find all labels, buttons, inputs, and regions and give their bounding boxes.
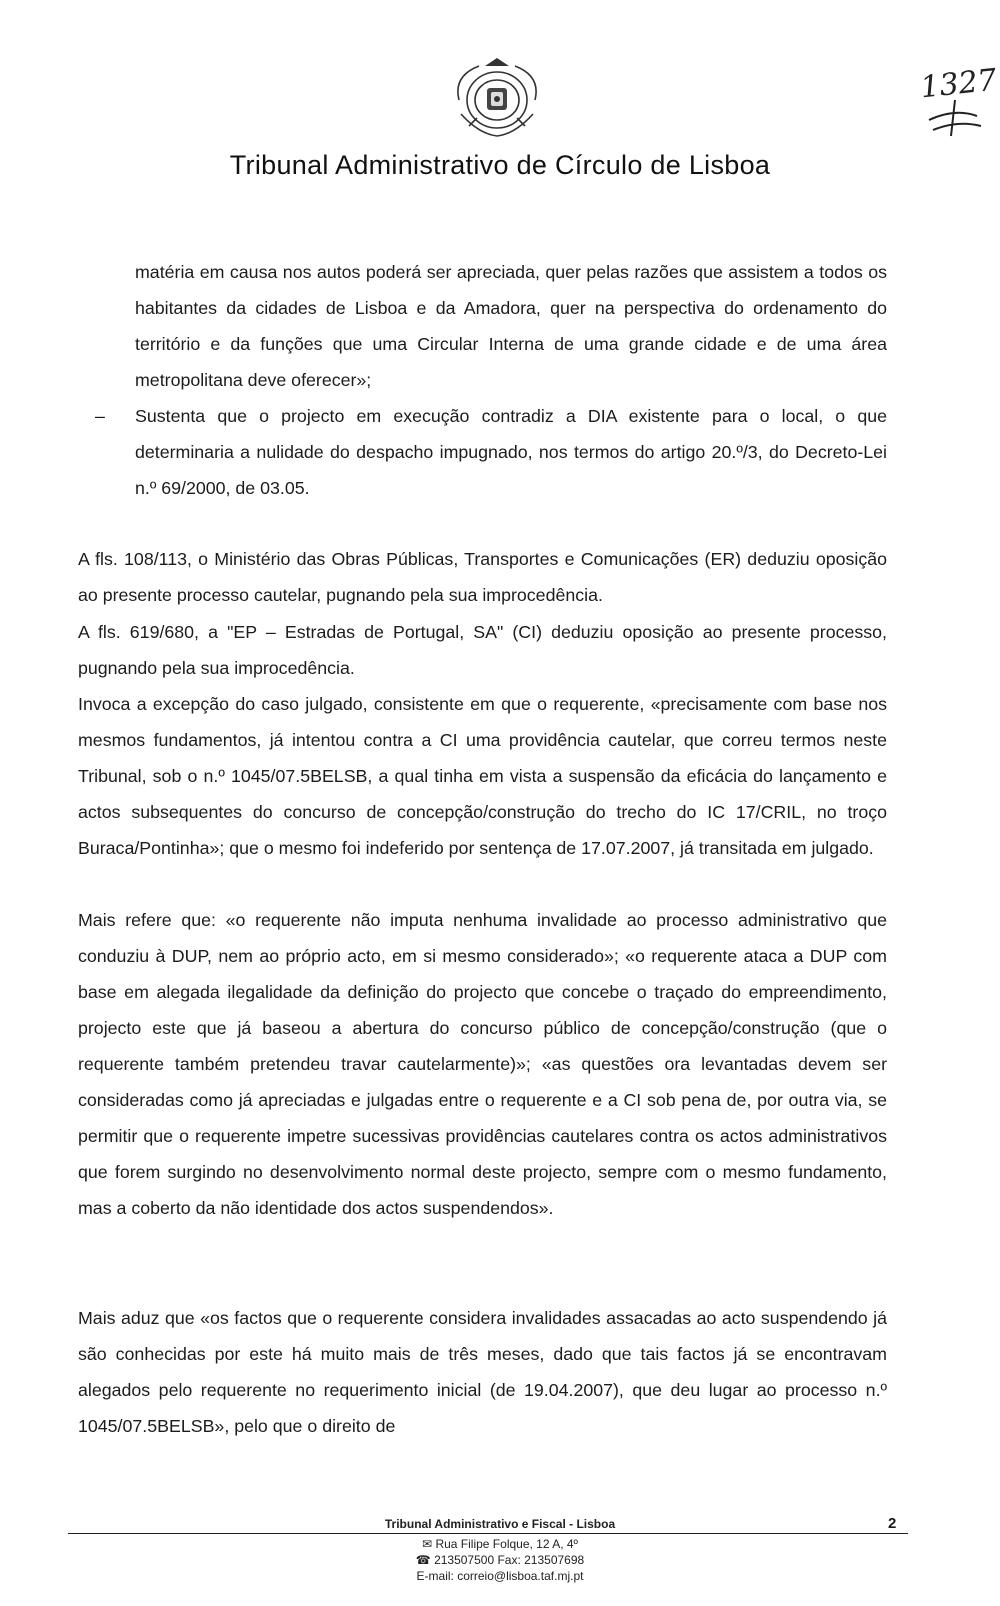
footer-divider xyxy=(68,1533,908,1534)
body-paragraph: A fls. 619/680, a "EP – Estradas de Portugal, SA" (CI) deduziu oposição ao presente processo, pugnando pela sua improcedência. xyxy=(78,622,887,678)
body-paragraph-bullet: Sustenta que o projecto em execução contradiz a DIA existente para o local, o que determinaria a nulidade do despacho impugnado, nos termos do artigo 20.º/3, do Decreto-Lei n.º 69/2000, de 03.05. xyxy=(135,406,887,498)
body-paragraph: Mais refere que: «o requerente não imputa nenhuma invalidade ao processo administrativo que conduziu à DUP, nem ao próprio acto, em si mesmo considerado»; «o requerente ataca a DUP com base em alegada ilegalidade da definição do projecto que concebe o traçado do empreendimento, projecto este que já baseou a abertura do concurso público de concepção/construção (que o requerente também pretendeu travar cautelarmente)»; «as questões ora levantadas devem ser consideradas como já apreciadas e julgadas entre o requerente e a CI sob pena de, por outra via, se permitir que o requerente impetre sucessivas providências cautelares contra os actos administrativos que forem surgindo no desenvolvimento normal deste projecto, sempre com o mesmo fundamento, mas a coberto da não identidade dos actos suspendendos». xyxy=(78,910,887,1218)
handwritten-folio-number: 1327 xyxy=(918,62,999,106)
court-header-title: Tribunal Administrativo de Círculo de Lisboa xyxy=(229,150,771,180)
footer-court-name: Tribunal Administrativo e Fiscal - Lisboa xyxy=(384,1517,616,1531)
footer-address: ✉ Rua Filipe Folque, 12 A, 4º xyxy=(422,1537,578,1551)
body-paragraph: Mais aduz que «os factos que o requerente considera invalidades assacadas ao acto suspendendo já são conhecidas por este há muito mais de três meses, dado que tais factos já se encontravam alegados pelo requerente no requerimento inicial (de 19.04.2007), que deu lugar ao processo n.º 1045/07.5BELSB», pelo que o direito de xyxy=(78,1308,887,1436)
body-paragraph-continuation: matéria em causa nos autos poderá ser apreciada, quer pelas razões que assistem a todos os habitantes da cidades de Lisboa e da Amadora, quer na perspectiva do ordenamento do território e da funções que uma Circular Interna de uma grande cidade e de uma área metropolitana deve oferecer»; xyxy=(135,262,887,390)
footer-email: E-mail: correio@lisboa.taf.mj.pt xyxy=(416,1569,584,1583)
body-paragraph: A fls. 108/113, o Ministério das Obras Públicas, Transportes e Comunicações (ER) deduziu oposição ao presente processo cautelar, pugnando pela sua improcedência. xyxy=(78,549,887,605)
handwritten-folio-annotation xyxy=(915,50,1000,140)
page-number: 2 xyxy=(888,1515,897,1532)
body-paragraph: Invoca a excepção do caso julgado, consistente em que o requerente, «precisamente com base nos mesmos fundamentos, já intentou contra a CI uma providência cautelar, que correu termos neste Tribunal, sob o n.º 1045/07.5BELSB, a qual tinha em vista a suspensão da eficácia do lançamento e actos subsequentes do concurso de concepção/construção do trecho do IC 17/CRIL, no troço Buraca/Pontinha»; que o mesmo foi indeferido por sentença de 17.07.2007, já transitada em julgado. xyxy=(78,694,887,858)
list-bullet-dash: – xyxy=(95,406,105,426)
footer-phone: ☎ 213507500 Fax: 213507698 xyxy=(415,1553,585,1567)
coat-of-arms-seal xyxy=(449,56,545,140)
